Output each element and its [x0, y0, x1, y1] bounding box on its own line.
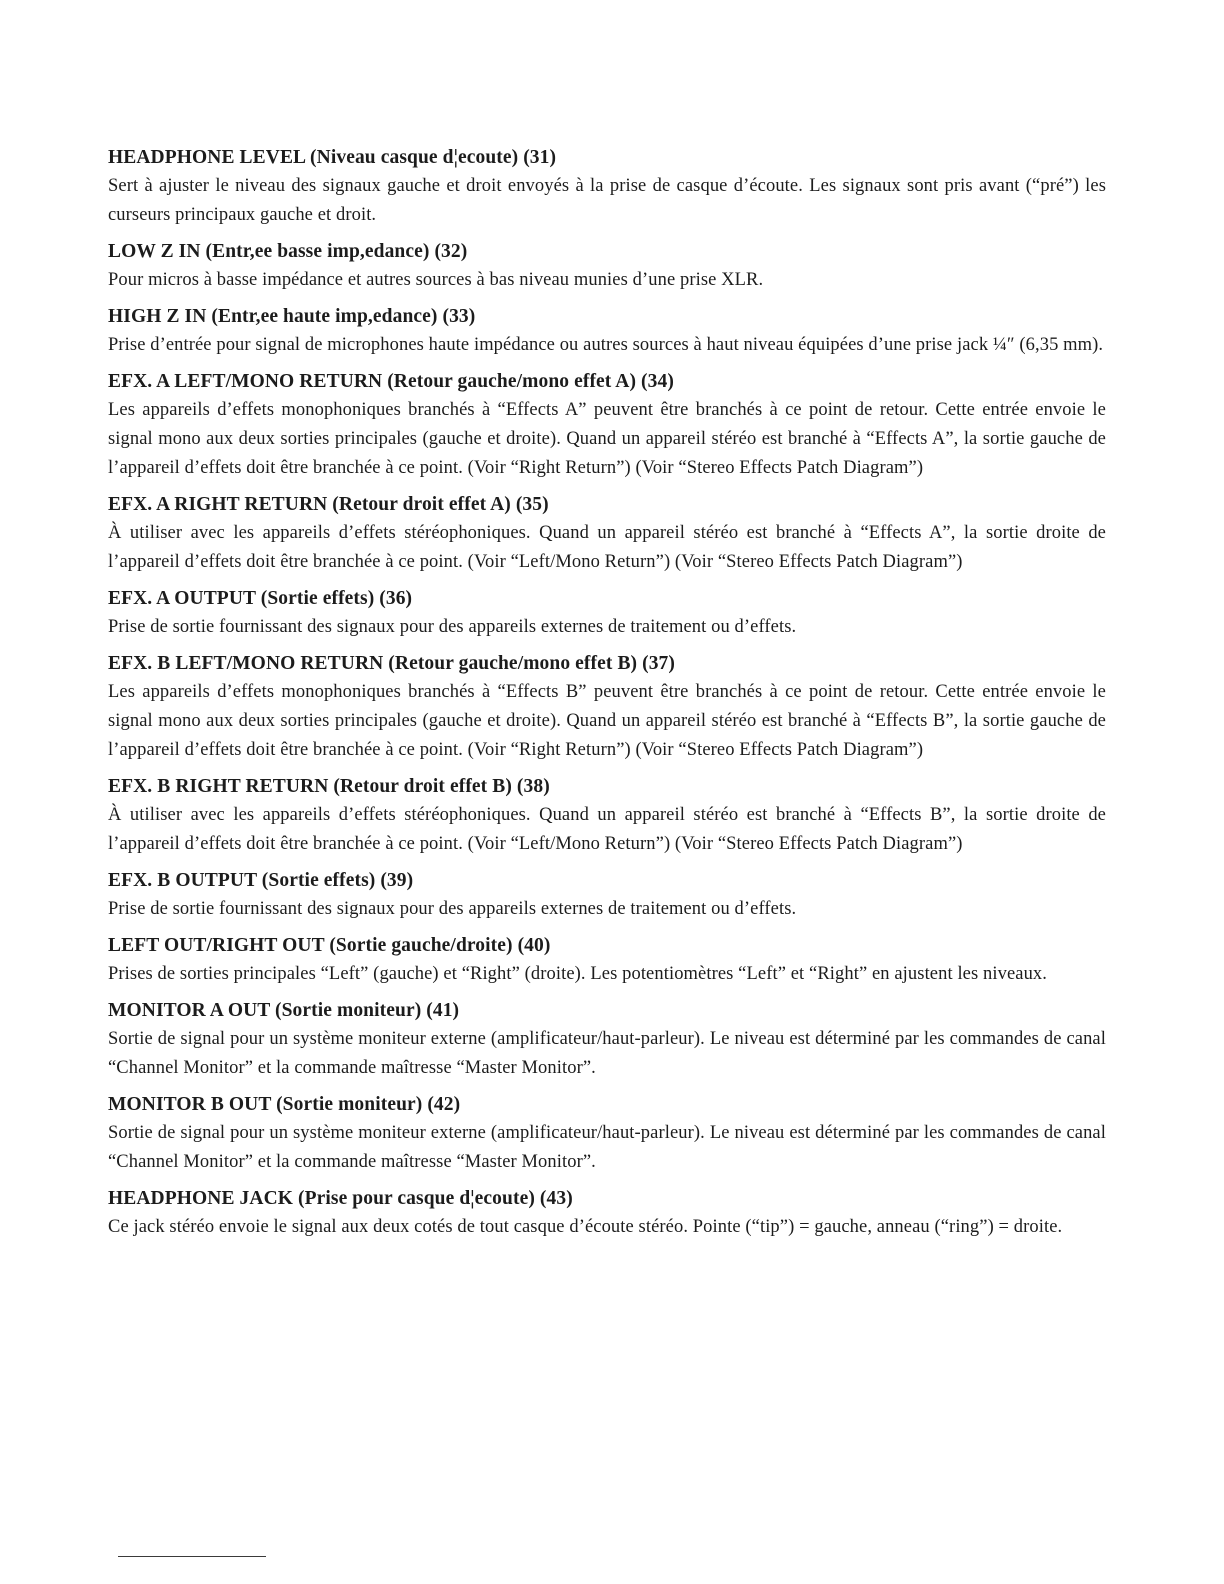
entry-efx-b-right-return: [108, 775, 1106, 859]
entry-heading: HIGH Z IN (Entr,ee haute imp,edance) (33): [108, 306, 476, 327]
entry-body: Sortie de signal pour un système moniteur externe (amplificateur/haut-parleur). Le niveau est déterminé par les commandes de canal “Channel Monitor” et la commande maîtresse “Master Monitor”.: [108, 1029, 1106, 1078]
entry-high-z-in: [108, 305, 1106, 360]
entry-heading: EFX. B LEFT/MONO RETURN (Retour gauche/mono effet B) (37): [108, 653, 676, 674]
entry-efx-a-output: [108, 587, 1106, 642]
entry-left-out-right-out: [108, 934, 1106, 989]
entry-body: Sert à ajuster le niveau des signaux gauche et droit envoyés à la prise de casque d’écoute. Les signaux sont pris avant (“pré”) les curseurs principaux gauche et droit.: [108, 176, 1106, 225]
entry-heading: HEADPHONE LEVEL (Niveau casque d¦ecoute) (31): [108, 147, 557, 168]
entry-heading: EFX. B OUTPUT (Sortie effets) (39): [108, 870, 414, 891]
entry-body: Prise de sortie fournissant des signaux pour des appareils externes de traitement ou d’effets.: [108, 899, 797, 919]
entry-heading: EFX. A OUTPUT (Sortie effets) (36): [108, 588, 413, 609]
entry-monitor-a-out: [108, 999, 1106, 1083]
entry-heading: EFX. B RIGHT RETURN (Retour droit effet B) (38): [108, 776, 550, 797]
entry-monitor-b-out: [108, 1093, 1106, 1177]
entry-body: Ce jack stéréo envoie le signal aux deux cotés de tout casque d’écoute stéréo. Pointe (“tip”) = gauche, anneau (“ring”) = droite.: [108, 1217, 1063, 1237]
entry-efx-b-output: [108, 869, 1106, 924]
entry-body: Sortie de signal pour un système moniteur externe (amplificateur/haut-parleur). Le niveau est déterminé par les commandes de canal “Channel Monitor” et la commande maîtresse “Master Monitor”.: [108, 1123, 1106, 1172]
entry-body: Prise de sortie fournissant des signaux pour des appareils externes de traitement ou d’effets.: [108, 617, 797, 637]
entry-body: Prise d’entrée pour signal de microphones haute impédance ou autres sources à haut niveau équipées d’une prise jack ¼″ (6,35 mm).: [108, 335, 1104, 355]
entry-heading: MONITOR B OUT (Sortie moniteur) (42): [108, 1094, 461, 1115]
entry-efx-b-left-mono-return: [108, 652, 1106, 765]
entry-body: Pour micros à basse impédance et autres sources à bas niveau munies d’une prise XLR.: [108, 270, 764, 290]
entry-body: À utiliser avec les appareils d’effets stéréophoniques. Quand un appareil stéréo est branché à “Effects A”, la sortie droite de l’appareil d’effets doit être branchée à ce point. (Voir “Left/Mono Return”) (Voir “Stereo Effects Patch Diagram”): [108, 523, 1106, 572]
entry-efx-a-left-mono-return: [108, 370, 1106, 483]
entry-headphone-level: [108, 146, 1106, 230]
entry-body: À utiliser avec les appareils d’effets stéréophoniques. Quand un appareil stéréo est branché à “Effects B”, la sortie droite de l’appareil d’effets doit être branchée à ce point. (Voir “Left/Mono Return”) (Voir “Stereo Effects Patch Diagram”): [108, 805, 1106, 854]
entry-headphone-jack: [108, 1187, 1106, 1242]
entry-body: Prises de sorties principales “Left” (gauche) et “Right” (droite). Les potentiomètres “Left” et “Right” en ajustent les niveaux.: [108, 964, 1048, 984]
document-page: [108, 146, 1106, 1252]
entry-efx-a-right-return: [108, 493, 1106, 577]
entry-low-z-in: [108, 240, 1106, 295]
entry-body: Les appareils d’effets monophoniques branchés à “Effects A” peuvent être branchés à ce point de retour. Cette entrée envoie le signal mono aux deux sorties principales (gauche et droite). Quand un appareil stéréo est branché à “Effects A”, la sortie gauche de l’appareil d’effets doit être branchée à ce point. (Voir “Right Return”) (Voir “Stereo Effects Patch Diagram”): [108, 400, 1106, 478]
entry-body: Les appareils d’effets monophoniques branchés à “Effects B” peuvent être branchés à ce point de retour. Cette entrée envoie le signal mono aux deux sorties principales (gauche et droite). Quand un appareil stéréo est branché à “Effects B”, la sortie gauche de l’appareil d’effets doit être branchée à ce point. (Voir “Right Return”) (Voir “Stereo Effects Patch Diagram”): [108, 682, 1106, 760]
entry-heading: EFX. A LEFT/MONO RETURN (Retour gauche/mono effet A) (34): [108, 371, 674, 392]
entry-heading: LEFT OUT/RIGHT OUT (Sortie gauche/droite) (40): [108, 935, 551, 956]
footnote-rule: [118, 1556, 266, 1557]
entry-heading: MONITOR A OUT (Sortie moniteur) (41): [108, 1000, 460, 1021]
entry-heading: HEADPHONE JACK (Prise pour casque d¦ecoute) (43): [108, 1188, 573, 1209]
entry-heading: LOW Z IN (Entr,ee basse imp,edance) (32): [108, 241, 468, 262]
entry-heading: EFX. A RIGHT RETURN (Retour droit effet A) (35): [108, 494, 549, 515]
